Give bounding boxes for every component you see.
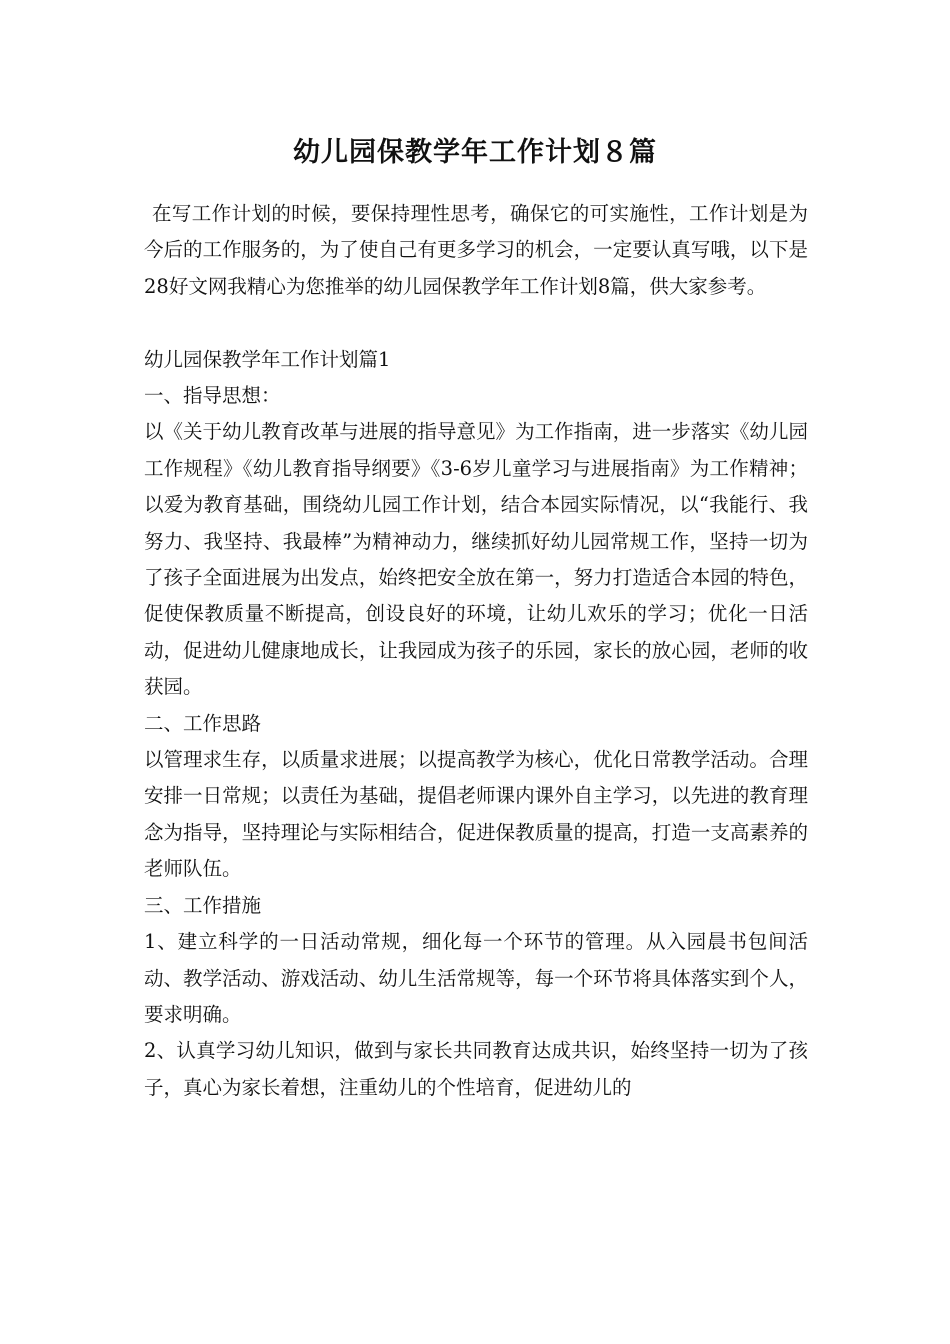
section-title: 幼儿园保教学年工作计划篇1 xyxy=(144,347,391,371)
document-title: 幼儿园保教学年工作计划８篇 xyxy=(293,137,657,168)
heading-work-measures: 三、工作措施 xyxy=(144,893,262,917)
document-body xyxy=(144,196,808,1106)
blank-line xyxy=(144,305,808,341)
intro-paragraph: 在写工作计划的时候，要保持理性思考，确保它的可实施性，工作计划是为今后的工作服务的，为了使自己有更多学习的机会，一定要认真写哦，以下是28好文网我精心为您推举的幼儿园保教学年工作计划8篇，供大家参考。 xyxy=(144,202,808,298)
heading-guiding-ideology: 一、指导思想： xyxy=(144,384,281,408)
paragraph-work-approach: 以管理求生存，以质量求进展；以提高教学为核心，优化日常教学活动。合理安排一日常规；以责任为基础，提倡老师课内课外自主学习，以先进的教育理念为指导，坚持理论与实际相结合，促进保教质量的提高，打造一支高素养的老师队伍。 xyxy=(144,748,808,881)
paragraph-guiding-ideology: 以《关于幼儿教育改革与进展的指导意见》为工作指南，进一步落实《幼儿园工作规程》《幼儿教育指导纲要》《3-6岁儿童学习与进展指南》为工作精神；以爱为教育基础，围绕幼儿园工作计划，结合本园实际情况，以“我能行、我努力、我坚持、我最棒”为精神动力，继续抓好幼儿园常规工作，坚持一切为了孩子全面进展为出发点，始终把安全放在第一，努力打造适合本园的特色，促使保教质量不断提高，创设良好的环境，让幼儿欢乐的学习；优化一日活动，促进幼儿健康地成长，让我园成为孩子的乐园，家长的放心园，老师的收获园。 xyxy=(144,420,808,699)
list-item-measure-1: 1、建立科学的一日活动常规，细化每一个环节的管理。从入园晨书包间活动、教学活动、游戏活动、幼儿生活常规等，每一个环节将具体落实到个人，要求明确。 xyxy=(144,930,808,1026)
list-item-measure-2: 2、认真学习幼儿知识，做到与家长共同教育达成共识，始终坚持一切为了孩子，真心为家长着想，注重幼儿的个性培育，促进幼儿的 xyxy=(144,1039,808,1099)
heading-work-approach: 二、工作思路 xyxy=(144,711,262,735)
